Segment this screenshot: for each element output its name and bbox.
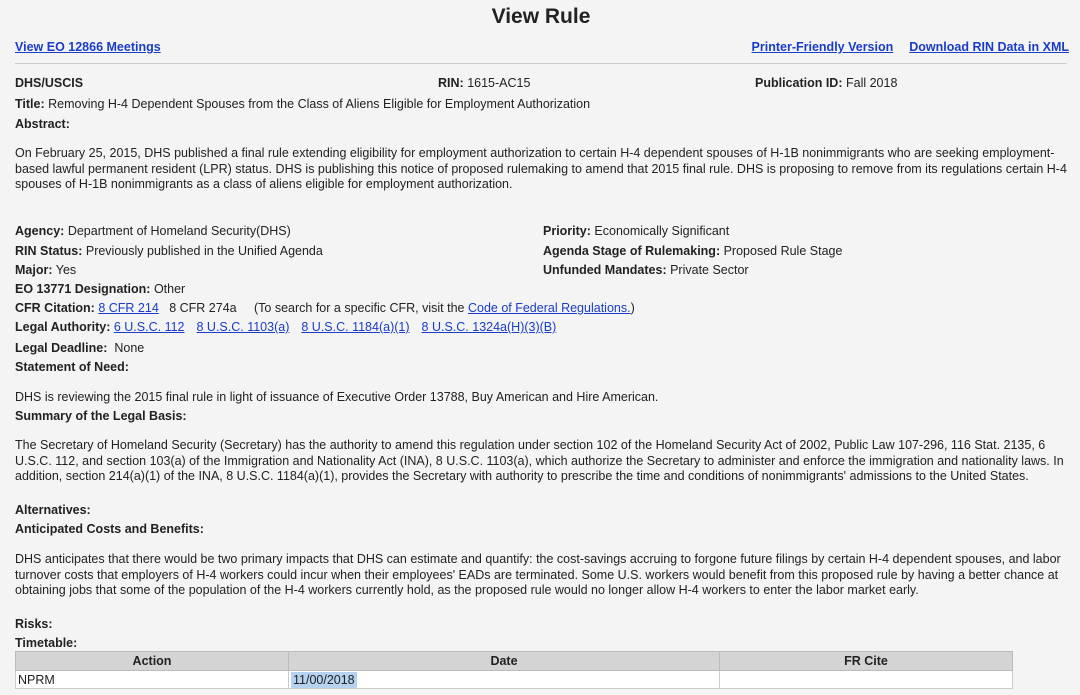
legal-basis-text: The Secretary of Homeland Security (Secretary) has the authority to amend this regulation under section 102 of the Homeland Security Act of 2002, Public Law 107-296, 116 Stat. 2135, 6 U.S.C. 112, and section 103(a) of the Immigration and Nationality Act (INA), 8 U.S.C. 1103(a), which authorize the Secretary to administer and enforce the immigration and nationality laws. In addition, section 214(a)(1) of the INA, 8 U.S.C. 1184(a)(1), provides the Secretary with authority to prescribe the time and conditions of nonimmigrants' admissions to the United States. — [15, 438, 1064, 483]
agenda-stage: Agenda Stage of Rulemaking: Proposed Rule Stage — [543, 244, 843, 258]
costs-label: Anticipated Costs and Benefits: — [15, 522, 204, 536]
page-title: View Rule — [491, 5, 591, 28]
timetable-table — [15, 651, 1013, 689]
publication-id: Publication ID: Fall 2018 — [755, 76, 898, 90]
authority-link-3[interactable]: 8 U.S.C. 1184(a)(1) — [301, 320, 410, 334]
table-row — [16, 671, 1013, 689]
cfr-citation: CFR Citation: 8 CFR 214 8 CFR 274a (To search for a specific CFR, visit the Code of Federal Regulations.) — [15, 301, 635, 315]
authority-link-1[interactable]: 6 U.S.C. 112 — [113, 320, 185, 334]
col-fr-cite: FR Cite — [720, 652, 1013, 671]
legal-basis-label: Summary of the Legal Basis: — [15, 409, 187, 423]
legal-authority: Legal Authority: 6 U.S.C. 112 8 U.S.C. 1103(a) 8 U.S.C. 1184(a)(1) 8 U.S.C. 1324a(H)(3)(B) — [15, 320, 557, 334]
cfr-214-link[interactable]: 8 CFR 214 — [98, 301, 159, 315]
unfunded-mandates: Unfunded Mandates: Private Sector — [543, 263, 749, 277]
rin: RIN: 1615-AC15 — [438, 76, 531, 90]
priority: Priority: Economically Significant — [543, 224, 730, 238]
statement-of-need-label: Statement of Need: — [15, 360, 129, 374]
divider — [15, 63, 1067, 64]
agency-code: DHS/USCIS — [15, 76, 84, 90]
eo-designation: EO 13771 Designation: Other — [15, 282, 186, 296]
costs-text: DHS anticipates that there would be two primary impacts that DHS can estimate and quantify: the cost-savings accruing to forgone future filings by certain H-4 dependent spouses, and labor turnover costs that employers of H-4 workers could incur when their employees' EADs are terminated. Some U.S. workers would benefit from this proposed rule by having a better chance at obtaining jobs that some of the population of the H-4 workers currently hold, as the proposed rule would no longer allow H-4 workers to enter the labor market early. — [15, 552, 1061, 597]
top-links — [15, 40, 1067, 56]
cell-fr-cite — [720, 671, 1013, 689]
legal-deadline: Legal Deadline: None — [15, 341, 145, 355]
agency: Agency: Department of Homeland Security(DHS) — [15, 224, 291, 238]
cell-action: NPRM — [16, 671, 289, 689]
abstract-label: Abstract: — [15, 117, 70, 131]
authority-link-2[interactable]: 8 U.S.C. 1103(a) — [196, 320, 290, 334]
abstract-text: On February 25, 2015, DHS published a final rule extending eligibility for employment authorization to certain H-4 dependent spouses of H-1B nonimmigrants who are seeking employment-based lawful permanent resident (LPR) status. DHS is publishing this notice of proposed rulemaking to amend that 2015 final rule. DHS is proposing to remove from its regulations certain H-4 spouses of H-1B nonimmigrants as a class of aliens eligible for employment authorization. — [15, 146, 1067, 191]
printer-friendly-link[interactable]: Printer-Friendly Version — [751, 40, 894, 54]
cell-date — [289, 671, 720, 689]
major: Major: Yes — [15, 263, 77, 277]
timetable-label: Timetable: — [15, 636, 78, 650]
col-action: Action — [16, 652, 289, 671]
timetable-header-row — [16, 652, 1013, 671]
risks-label: Risks: — [15, 617, 53, 631]
eo-meetings-link[interactable]: View EO 12866 Meetings — [15, 40, 161, 54]
col-date: Date — [289, 652, 720, 671]
authority-link-4[interactable]: 8 U.S.C. 1324a(H)(3)(B) — [421, 320, 557, 334]
cfr-search-link[interactable]: Code of Federal Regulations. — [467, 301, 631, 315]
alternatives-label: Alternatives: — [15, 503, 91, 517]
date-value: 11/00/2018 — [293, 672, 355, 687]
statement-of-need-text: DHS is reviewing the 2015 final rule in light of issuance of Executive Order 13788, Buy American and Hire American. — [15, 390, 659, 404]
cfr-274a: 8 CFR 274a — [169, 301, 237, 315]
download-xml-link[interactable]: Download RIN Data in XML — [909, 40, 1069, 54]
rule-title: Title: Removing H-4 Dependent Spouses from the Class of Aliens Eligible for Employment Authorization — [15, 97, 591, 111]
rin-status: RIN Status: Previously published in the Unified Agenda — [15, 244, 323, 258]
